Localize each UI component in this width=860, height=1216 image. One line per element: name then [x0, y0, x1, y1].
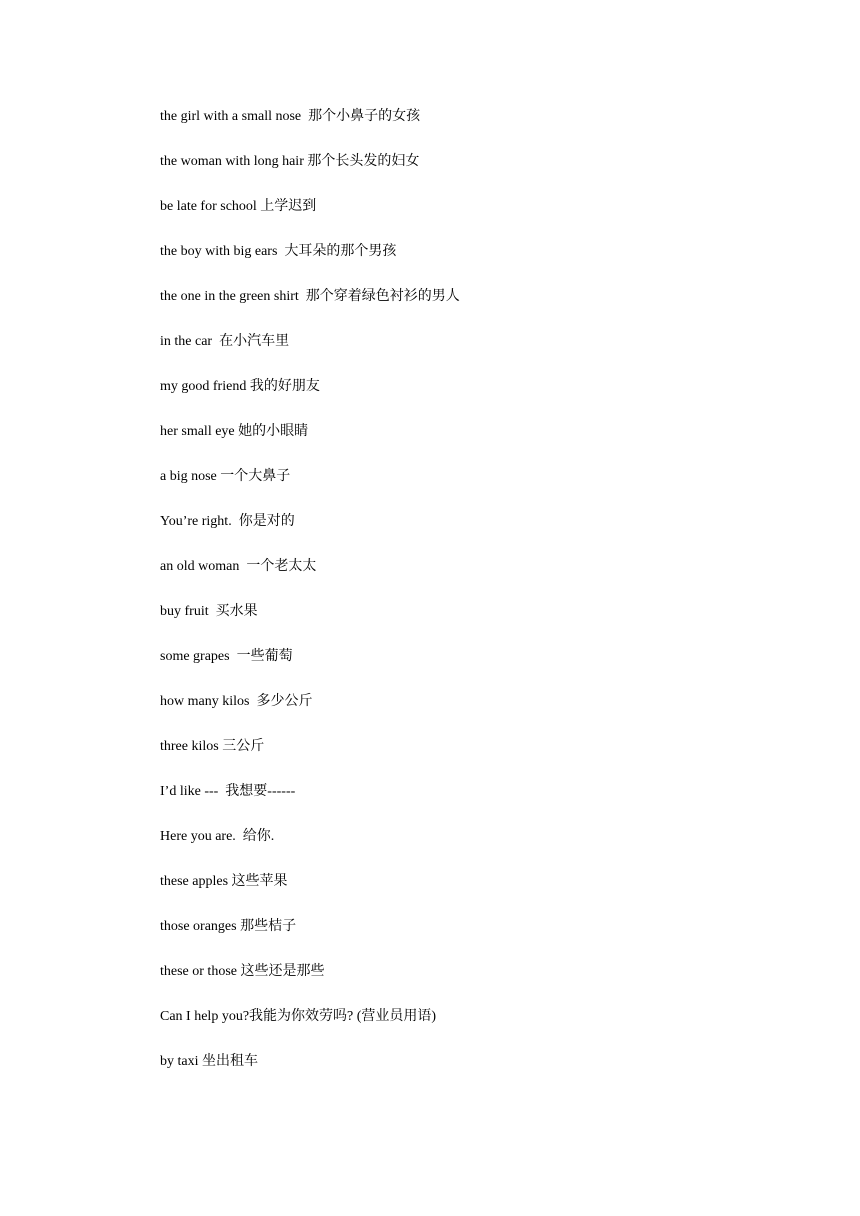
vocabulary-line: a big nose 一个大鼻子 [160, 469, 291, 484]
vocabulary-line: an old woman 一个老太太 [160, 559, 317, 574]
vocabulary-line: the woman with long hair 那个长头发的妇女 [160, 154, 420, 169]
vocabulary-line: by taxi 坐出租车 [160, 1054, 258, 1069]
vocabulary-line: these apples 这些苹果 [160, 874, 288, 889]
vocabulary-line: be late for school 上学迟到 [160, 199, 317, 214]
vocabulary-line: some grapes 一些葡萄 [160, 649, 293, 664]
vocabulary-line: I’d like --- 我想要------ [160, 784, 296, 799]
vocabulary-line: the girl with a small nose 那个小鼻子的女孩 [160, 109, 421, 124]
vocabulary-line: those oranges 那些桔子 [160, 919, 297, 934]
vocabulary-line: her small eye 她的小眼睛 [160, 424, 309, 439]
vocabulary-line: Here you are. 给你. [160, 829, 275, 844]
vocabulary-line: my good friend 我的好朋友 [160, 379, 320, 394]
vocabulary-line: You’re right. 你是对的 [160, 514, 295, 529]
vocabulary-list [160, 106, 800, 1096]
vocabulary-line: how many kilos 多少公斤 [160, 694, 313, 709]
vocabulary-line: buy fruit 买水果 [160, 604, 258, 619]
vocabulary-line: the one in the green shirt 那个穿着绿色衬衫的男人 [160, 289, 460, 304]
vocabulary-line: these or those 这些还是那些 [160, 964, 325, 979]
vocabulary-line: Can I help you?我能为你效劳吗? (营业员用语) [160, 1009, 437, 1024]
vocabulary-line: the boy with big ears 大耳朵的那个男孩 [160, 244, 397, 259]
vocabulary-line: three kilos 三公斤 [160, 739, 265, 754]
vocabulary-line: in the car 在小汽车里 [160, 334, 290, 349]
